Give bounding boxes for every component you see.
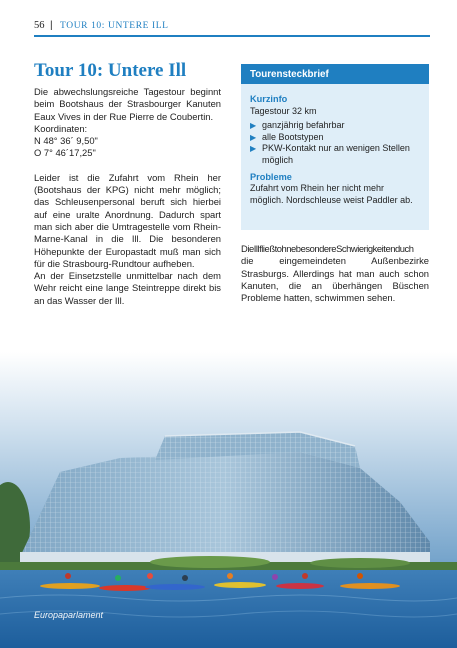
access-paragraph: Leider ist die Zufahrt vom Rhein her (Bootshaus der KPG) nicht mehr möglich; das Schleusenpersonal beruft sich hierbei auf eine uralte Anordnung. Dadurch spart man sich aber die Umtragestelle vom Rhein-Marne-Kanal in die Ill. Die besonderen Höhepunkte der Europastadt muß man sich für die Strasbourg-Rundtour aufheben. (34, 171, 221, 269)
launch-paragraph: An der Einsetzstelle unmittelbar nach dem Wehr reicht eine lange Steintreppe direkt bis an das Wasser der Ill. (34, 270, 221, 306)
tour-profile-box (241, 64, 429, 230)
right-column-first-line: DieIllfließtohnebesondereSchwierigkeitenduch (241, 243, 414, 254)
triangle-bullet-icon: ▶ (250, 121, 257, 131)
probleme-text: Zufahrt vom Rhein her nicht mehr möglich. Nordschleuse weist Paddler ab. (250, 183, 413, 205)
bullet-text: PKW-Kontakt nur an wenigen Stellen möglich (262, 143, 410, 165)
probleme-label: Probleme (250, 171, 292, 182)
right-column (241, 243, 429, 304)
coordinate-north: N 48° 36´ 9,50" (34, 135, 98, 147)
page-number: 56 (34, 20, 45, 31)
photo-illustration (0, 352, 457, 648)
photo-caption: Europaparlament (34, 610, 104, 620)
kurzinfo-text: Tagestour 32 km (250, 105, 317, 116)
bullet-text: alle Bootstypen (262, 131, 324, 142)
bullet-item (250, 132, 429, 144)
running-header (34, 18, 430, 38)
triangle-bullet-icon: ▶ (250, 132, 257, 142)
page-title: Tour 10: Untere Ill (34, 60, 187, 81)
left-column (34, 86, 221, 307)
paragraph-gap (34, 160, 221, 172)
bullet-item (250, 143, 429, 166)
tour-profile-heading: Tourensteckbrief (241, 64, 429, 84)
coordinates-label: Koordinaten: (34, 122, 88, 134)
photo-europaparlament (0, 352, 457, 648)
intro-paragraph: Die abwechslungsreiche Tagestour beginnt beim Bootshaus der Strasbourger Kanuten Eaux Vives in der Rue Pierre de Coubertin. (34, 86, 221, 122)
triangle-bullet-icon: ▶ (250, 144, 257, 154)
coordinate-east: O 7° 46´17,25" (34, 147, 96, 159)
bullet-text: ganzjährig befahrbar (262, 120, 345, 131)
right-column-text: die eingemeindeten Außenbezirke Strasburgs. Allerdings hat man auch schon Kanuten, die an überhängen Büschen Probleme hatten, schwimmen sehen. (241, 255, 429, 304)
header-rule (34, 35, 430, 37)
tour-profile-body (241, 84, 429, 206)
kurzinfo-label: Kurzinfo (250, 94, 288, 104)
running-title: TOUR 10: UNTERE ILL (60, 21, 169, 31)
header-separator: | (50, 20, 53, 31)
bullet-item (250, 120, 429, 132)
